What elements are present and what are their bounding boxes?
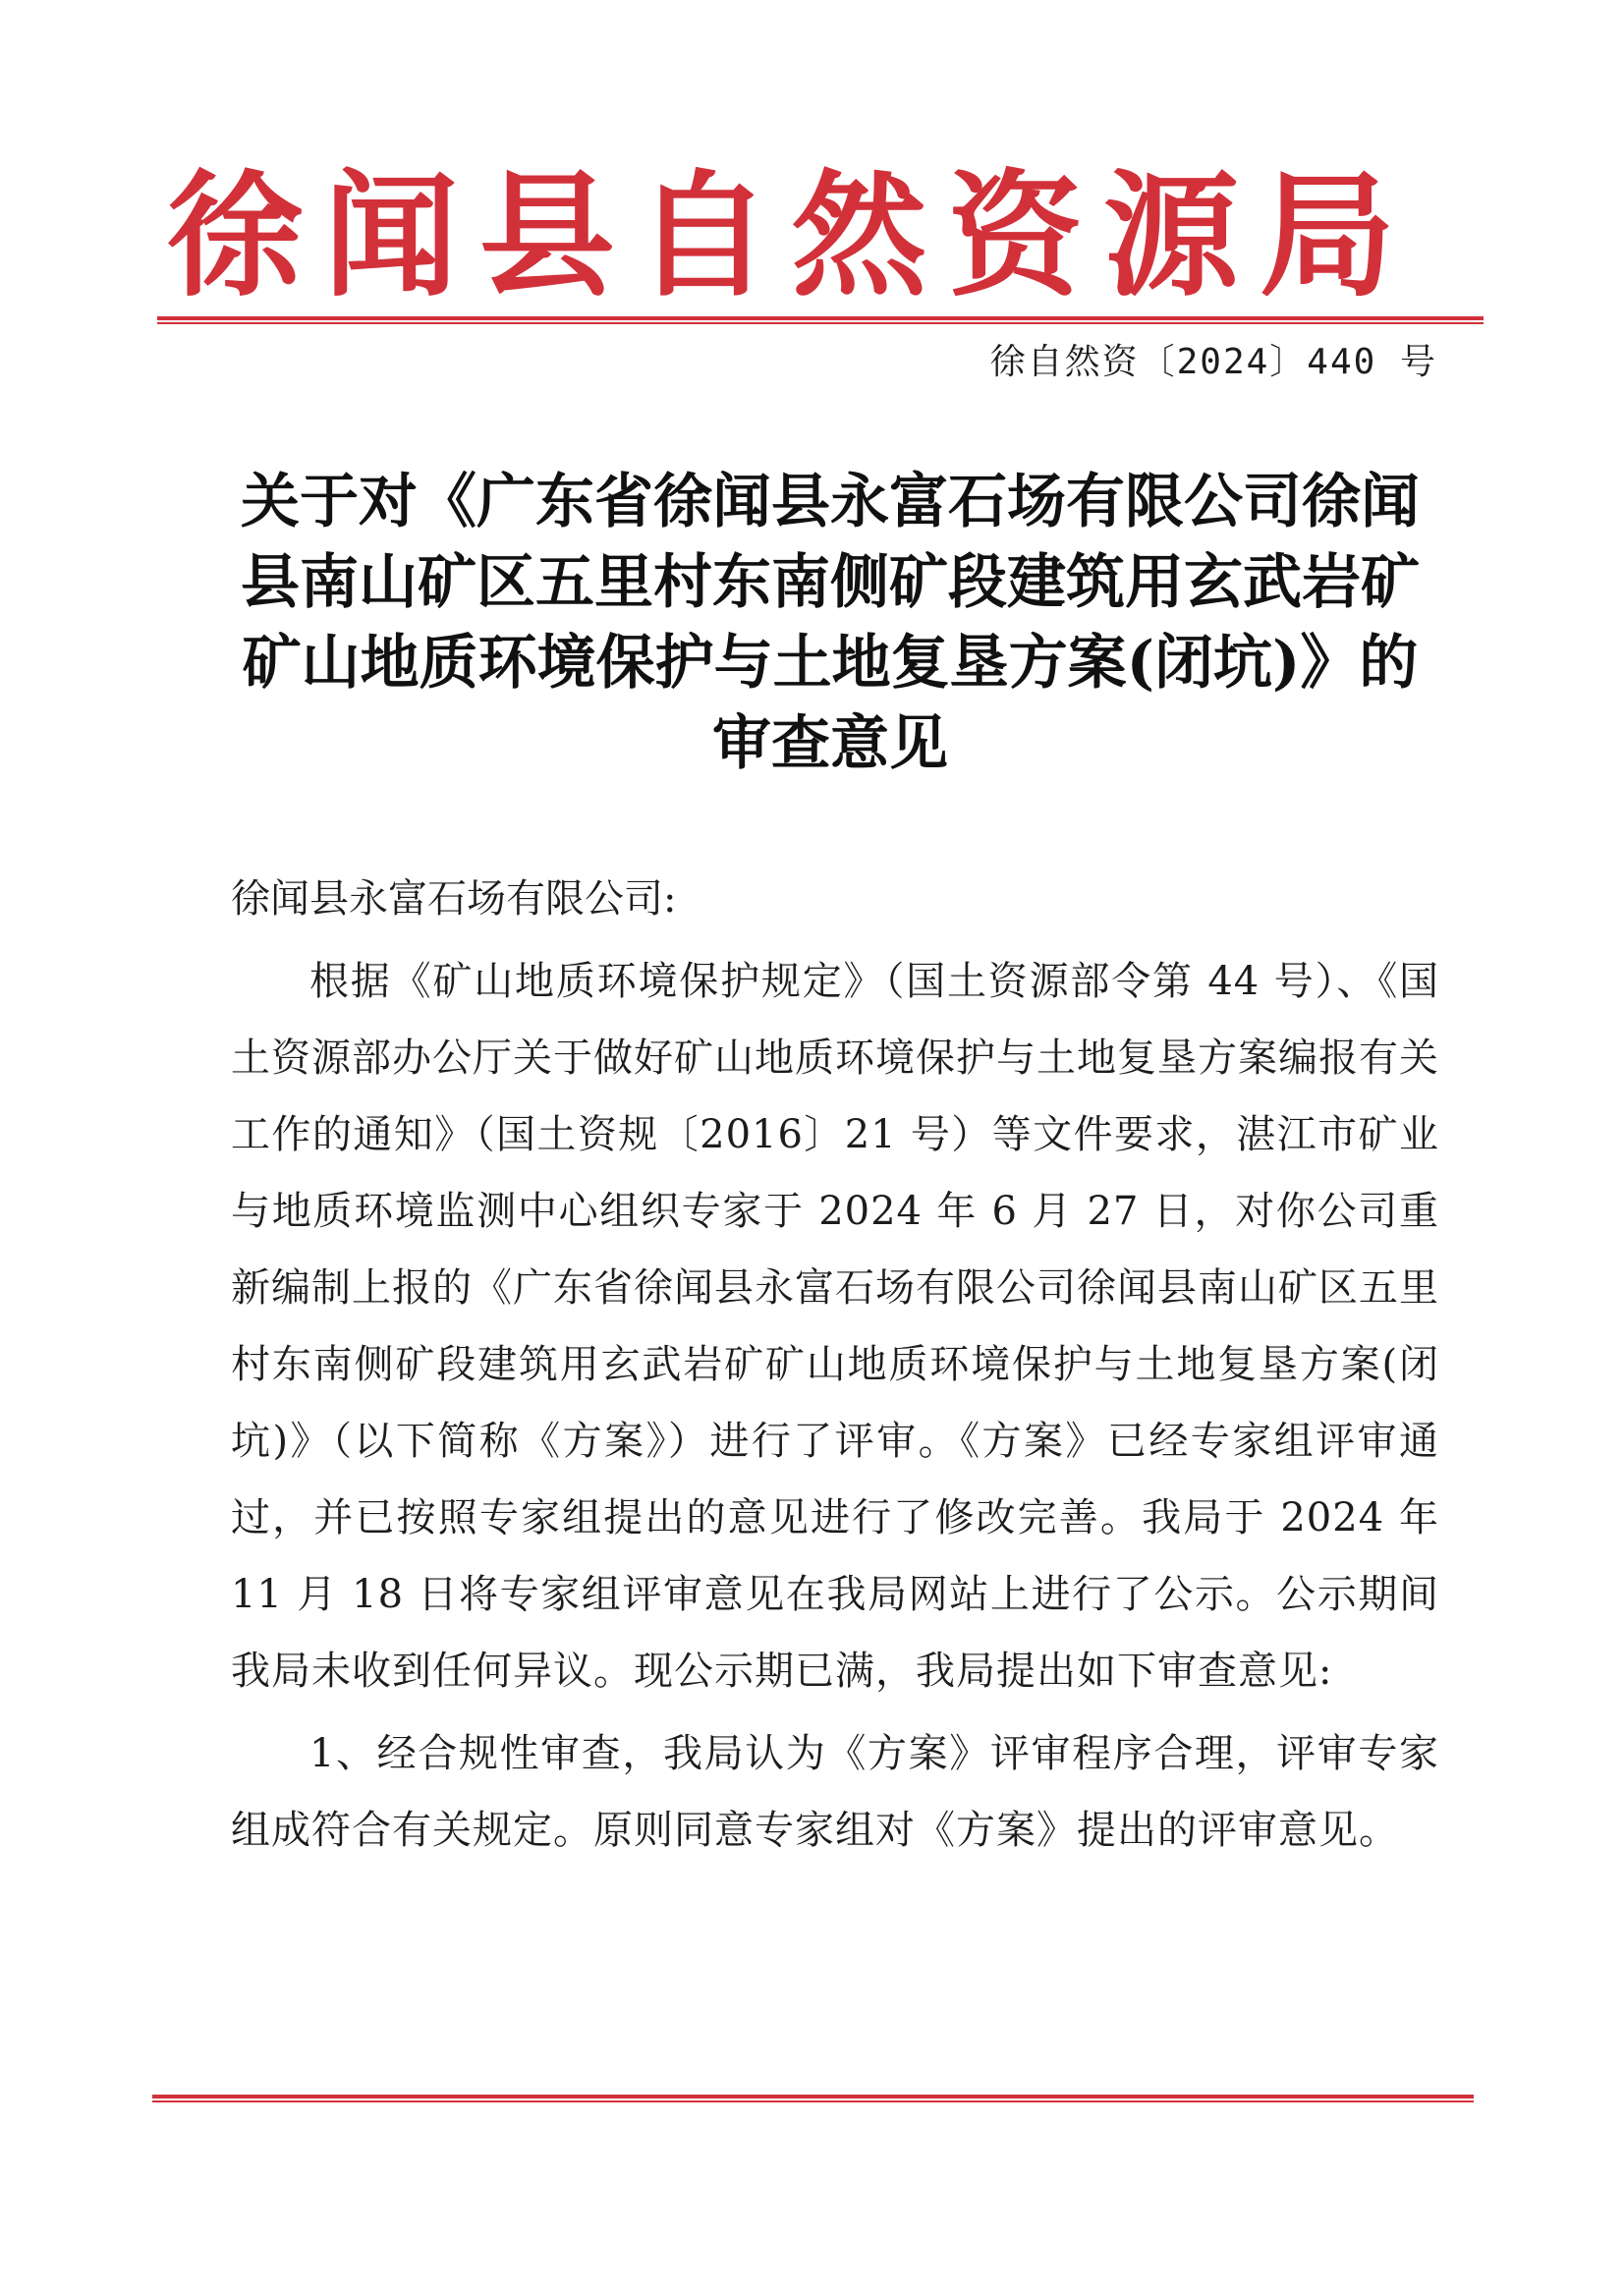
letterhead-char: 自: [635, 155, 771, 315]
document-number: 徐自然资〔2024〕440 号: [989, 342, 1437, 382]
letterhead-char: 然: [791, 155, 927, 315]
review-item: 1、经合规性审查，我局认为《方案》评审程序合理，评审专家组成符合有关规定。原则同意专家组对《方案》提出的评审意见。: [231, 1731, 1439, 1853]
letterhead-char: 源: [1103, 155, 1240, 315]
letterhead-char: 局: [1259, 155, 1395, 315]
footer-divider: [152, 2095, 1474, 2103]
salutation: 徐闻县永富石场有限公司:: [231, 876, 677, 922]
title-line: 县南山矿区五里村东南侧矿段建筑用玄武岩矿: [241, 548, 1420, 617]
title-line: 审查意见: [712, 709, 948, 778]
letterhead-char: 闻: [322, 155, 459, 315]
letterhead-char: 县: [478, 155, 615, 315]
title-line: 关于对《广东省徐闻县永富石场有限公司徐闻: [241, 468, 1420, 536]
letterhead-char: 资: [947, 155, 1084, 315]
title-line: 矿山地质环境保护与土地复垦方案(闭坑)》的: [242, 629, 1419, 698]
letterhead-title: [167, 147, 1395, 324]
body-paragraph: 根据《矿山地质环境保护规定》（国土资源部令第 44 号）、《国土资源部办公厅关于做好矿山地质环境保护与土地复垦方案编报有关工作的通知》（国土资规〔2016〕21 号）等文件要求，湛江市矿业与地质环境监测中心组织专家于 2024 年 6 月 27 日，对你公司重新编制上报的《广东省徐闻县永富石场有限公司徐闻县南山矿区五里村东南侧矿段建筑用玄武岩矿矿山地质环境保护与土地复垦方案(闭坑)》（以下简称《方案》）进行了评审。《方案》已经专家组评审通过，并已按照专家组提出的意见进行了修改完善。我局于 2024 年 11 月 18 日将专家组评审意见在我局网站上进行了公示。公示期间我局未收到任何异议。现公示期已满，我局提出如下审查意见:: [231, 959, 1439, 1694]
document-title: [226, 462, 1434, 784]
letterhead-char: 徐: [167, 155, 304, 315]
body-text: [231, 943, 1439, 1869]
letterhead-divider: [157, 316, 1484, 325]
